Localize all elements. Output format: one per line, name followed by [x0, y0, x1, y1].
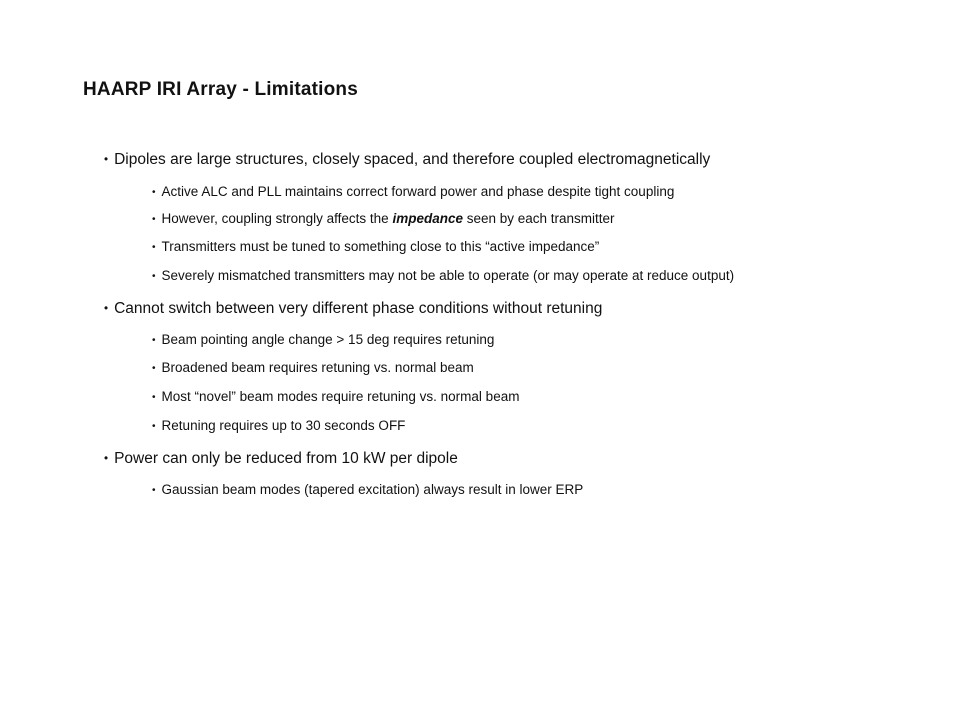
bullet-level2: [152, 184, 674, 199]
bullet-icon: •: [104, 301, 109, 315]
bullet-level2: [152, 268, 734, 283]
bullet-text: Broadened beam requires retuning vs. normal beam: [161, 360, 474, 375]
bullet-level2: [152, 389, 519, 404]
slide-title: HAARP IRI Array - Limitations: [83, 79, 359, 100]
bullet-text: Gaussian beam modes (tapered excitation) always result in lower ERP: [161, 482, 584, 497]
bullet-level2: [152, 418, 405, 433]
bullet-icon: •: [152, 242, 156, 253]
bullet-text: Beam pointing angle change > 15 deg requires retuning: [161, 332, 495, 347]
bullet-icon: •: [152, 214, 156, 225]
bullet-icon: •: [152, 421, 156, 432]
bullet-icon: •: [152, 485, 156, 496]
bullet-level1: [104, 300, 602, 318]
bullet-text: Retuning requires up to 30 seconds OFF: [161, 418, 406, 433]
bullet-icon: •: [152, 335, 156, 346]
bullet-text: Transmitters must be tuned to something close to this “active impedance”: [161, 239, 600, 254]
bullet-text: Cannot switch between very different phase conditions without retuning: [114, 300, 603, 317]
bullet-icon: •: [104, 152, 109, 166]
bullet-text: Active ALC and PLL maintains correct forward power and phase despite tight coupling: [161, 184, 675, 199]
bullet-icon: •: [152, 363, 156, 374]
emphasized-word: impedance: [392, 211, 463, 226]
bullet-text-before: However, coupling strongly affects the: [161, 211, 393, 226]
bullet-level1: [104, 151, 710, 169]
bullet-icon: •: [104, 451, 109, 465]
bullet-level1: [104, 450, 458, 468]
bullet-level2: [152, 332, 494, 347]
bullet-level2: [152, 482, 583, 497]
bullet-level2: [152, 360, 474, 375]
bullet-icon: •: [152, 392, 156, 403]
bullet-text: Dipoles are large structures, closely spaced, and therefore coupled electromagnetically: [114, 151, 711, 168]
bullet-text: Most “novel” beam modes require retuning vs. normal beam: [161, 389, 520, 404]
bullet-icon: •: [152, 187, 156, 198]
bullet-text: Power can only be reduced from 10 kW per dipole: [114, 450, 458, 467]
bullet-level2: [152, 211, 615, 226]
bullet-level2: [152, 239, 599, 254]
bullet-icon: •: [152, 271, 156, 282]
bullet-text: Severely mismatched transmitters may not be able to operate (or may operate at reduce output): [161, 268, 735, 283]
bullet-text-after: seen by each transmitter: [462, 211, 615, 226]
